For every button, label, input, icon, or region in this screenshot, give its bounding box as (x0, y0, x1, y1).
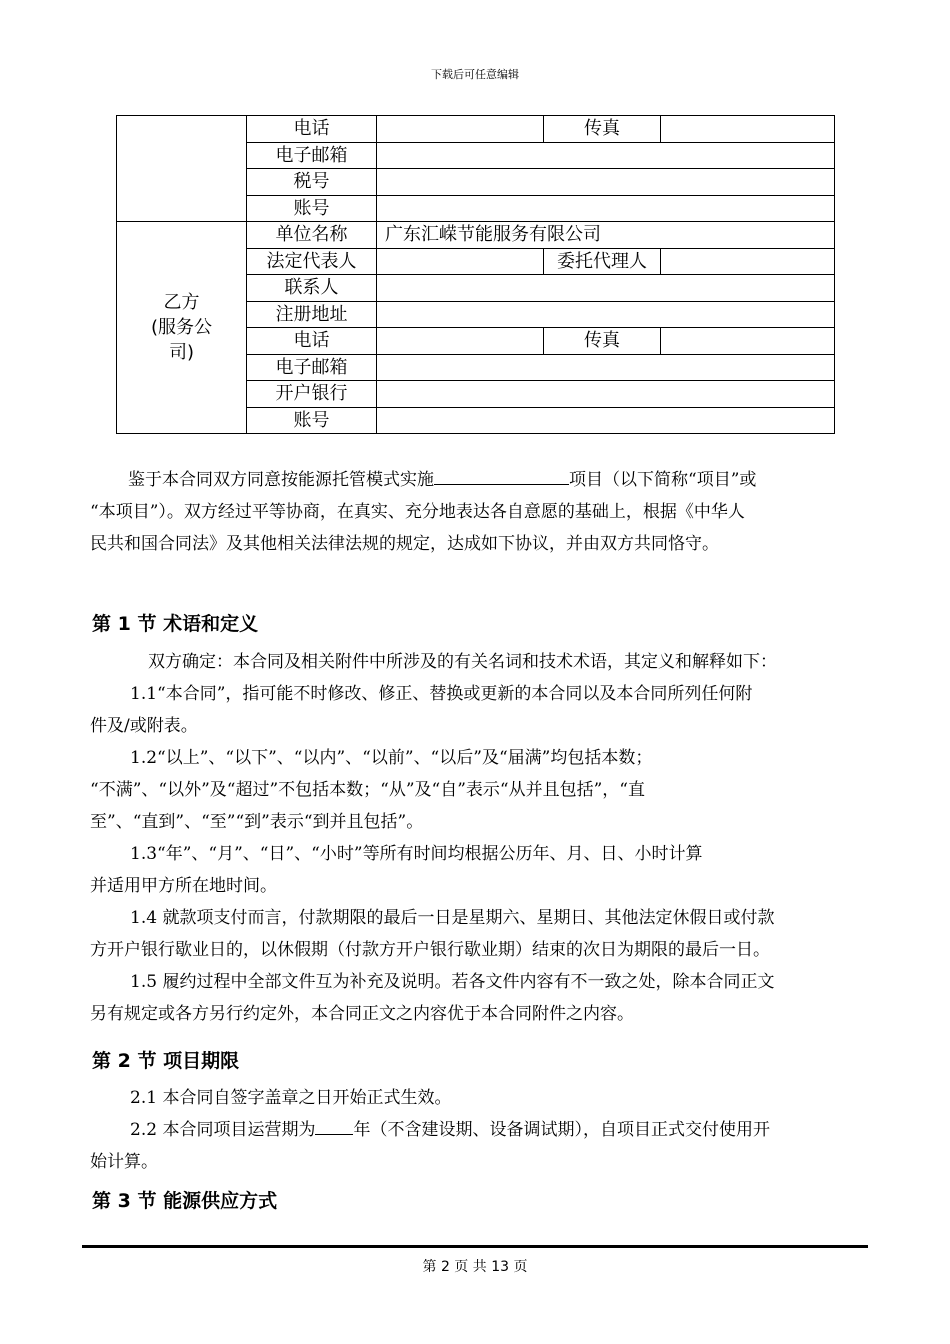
party-b-cell (117, 222, 247, 434)
clause-1-2-b: “不满”、“以外”及“超过”不包括本数；“从”及“自”表示“从并且包括”，“直 (90, 780, 645, 800)
clause-1-5-a: 1.5 履约过程中全部文件互为补充及说明。若各文件内容有不一致之处，除本合同正文 (130, 972, 775, 992)
tax-label: 税号 (247, 169, 377, 196)
phone-value (377, 328, 544, 355)
email-value (377, 354, 835, 381)
unit-label: 单位名称 (247, 222, 377, 249)
clause-1-1-b: 件及/或附表。 (90, 716, 198, 736)
bank-value (377, 381, 835, 408)
section-1-lead: 双方确定：本合同及相关附件中所涉及的有关名词和技术术语，其定义和解释如下： (148, 652, 777, 672)
account-value (377, 407, 835, 434)
intro-line3: 民共和国合同法》及其他相关法律法规的规定，达成如下协议，并由双方共同恪守。 (90, 534, 719, 554)
clause-1-3-a: 1.3“年”、“月”、“日”、“小时”等所有时间均根据公历年、月、日、小时计算 (130, 844, 703, 864)
project-name-blank (434, 466, 569, 485)
section-3-title: 第 3 节 能源供应方式 (92, 1190, 278, 1212)
phone-label: 电话 (247, 116, 377, 143)
unit-value: 广东汇嵘节能服务有限公司 (377, 222, 835, 249)
legal-rep-value (377, 248, 544, 275)
fax-label: 传真 (544, 328, 661, 355)
phone-label: 电话 (247, 328, 377, 355)
section-2-title: 第 2 节 项目期限 (92, 1050, 240, 1072)
account-value (377, 195, 835, 222)
intro-part2: 项目（以下简称“项目”或 (569, 470, 757, 490)
clause-2-2-b: 始计算。 (90, 1152, 158, 1172)
intro-part1: 鉴于本合同双方同意按能源托管模式实施 (128, 470, 434, 490)
phone-value (377, 116, 544, 143)
clause-1-4-a: 1.4 就款项支付而言，付款期限的最后一日是星期六、星期日、其他法定休假日或付款 (130, 908, 775, 928)
fax-value (661, 116, 835, 143)
contact-value (377, 275, 835, 302)
footer-divider (82, 1245, 868, 1248)
party-b-line2: (服务公 (150, 317, 213, 338)
table-row (117, 222, 835, 249)
party-a-cell (117, 116, 247, 222)
intro-line2: “本项目”）。双方经过平等协商，在真实、充分地表达各自意愿的基础上，根据《中华人 (90, 502, 745, 522)
clause-1-2-a: 1.2“以上”、“以下”、“以内”、“以前”、“以后”及“届满”均包括本数； (130, 748, 653, 768)
page-header: 下载后可任意编辑 (431, 68, 519, 81)
contact-label: 联系人 (247, 275, 377, 302)
agent-value (661, 248, 835, 275)
table-row (117, 116, 835, 143)
email-label: 电子邮箱 (247, 142, 377, 169)
agent-label: 委托代理人 (544, 248, 661, 275)
account-label: 账号 (247, 407, 377, 434)
clause-1-1-a: 1.1“本合同”，指可能不时修改、修正、替换或更新的本合同以及本合同所列任何附 (130, 684, 753, 704)
section-1-body (90, 646, 860, 1030)
email-value (377, 142, 835, 169)
clause-2-2-a2: 年（不含建设期、设备调试期），自项目正式交付使用开 (353, 1120, 770, 1140)
clause-1-3-b: 并适用甲方所在地时间。 (90, 876, 277, 896)
fax-label: 传真 (544, 116, 661, 143)
account-label: 账号 (247, 195, 377, 222)
email-label: 电子邮箱 (247, 354, 377, 381)
section-2-body (90, 1082, 860, 1178)
party-b-line3: 司) (168, 342, 195, 363)
page-number: 第 2 页 共 13 页 (422, 1259, 528, 1275)
clause-2-2-a1: 2.2 本合同项目运营期为 (130, 1120, 316, 1140)
clause-1-2-c: 至”、“直到”、“至”“到”表示“到并且包括”。 (90, 812, 424, 832)
party-info-table (116, 115, 835, 434)
clause-1-5-b: 另有规定或各方另行约定外，本合同正文之内容优于本合同附件之内容。 (90, 1004, 634, 1024)
intro-paragraph (90, 464, 860, 560)
fax-value (661, 328, 835, 355)
legal-rep-label: 法定代表人 (247, 248, 377, 275)
address-label: 注册地址 (247, 301, 377, 328)
clause-2-1: 2.1 本合同自签字盖章之日开始正式生效。 (130, 1088, 452, 1108)
address-value (377, 301, 835, 328)
tax-value (377, 169, 835, 196)
operating-years-blank (315, 1116, 353, 1135)
party-b-line1: 乙方 (163, 292, 200, 313)
section-1-title: 第 1 节 术语和定义 (92, 613, 259, 635)
clause-1-4-b: 方开户银行歇业日的，以休假期（付款方开户银行歇业期）结束的次日为期限的最后一日。 (90, 940, 770, 960)
bank-label: 开户银行 (247, 381, 377, 408)
